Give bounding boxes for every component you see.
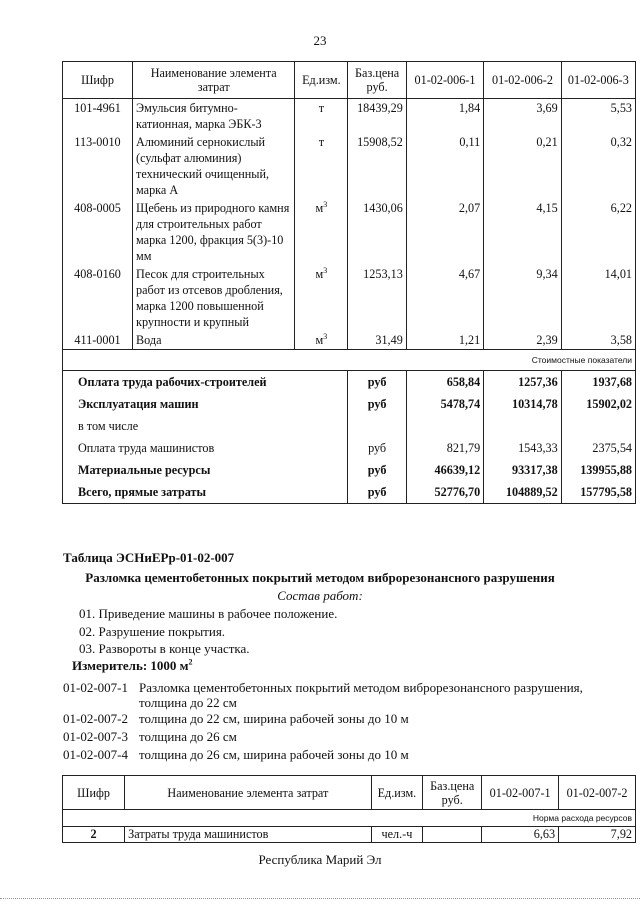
row-price <box>348 199 406 265</box>
col-v2-header: 01-02-006-2 <box>484 62 561 99</box>
unit-sup: 3 <box>323 265 328 275</box>
row-unit <box>295 331 348 350</box>
totals-v1: 821,79 <box>406 437 483 459</box>
table-row <box>63 199 636 265</box>
totals-unit: руб <box>348 371 406 394</box>
totals-label: Эксплуатация машин <box>63 393 348 415</box>
row-unit-text: т <box>318 135 325 149</box>
meter-sup: 2 <box>188 657 193 667</box>
totals-row <box>63 437 636 459</box>
unit-sup: 3 <box>323 199 328 209</box>
row-v3 <box>561 265 635 331</box>
row-price <box>348 331 406 350</box>
totals-v2: 104889,52 <box>484 481 561 504</box>
row-price-text: 18439,29 <box>357 101 403 115</box>
row-code-text: 101-4961 <box>74 101 121 115</box>
row-v1 <box>406 99 483 134</box>
col-price-header: Баз.цена руб. <box>348 62 406 99</box>
variant-code: 01-02-007-1 <box>63 680 128 695</box>
variant-item <box>63 711 409 726</box>
row-v1 <box>406 331 483 350</box>
variant-item <box>63 680 583 710</box>
col-v1-header: 01-02-007-1 <box>482 776 559 810</box>
row-v1 <box>406 265 483 331</box>
row-name: Затраты труда машинистов <box>125 827 371 843</box>
bottom-divider <box>0 898 640 901</box>
cost-label-row <box>63 350 636 371</box>
col-v1-header: 01-02-006-1 <box>406 62 483 99</box>
totals-v3 <box>561 415 635 437</box>
row-unit <box>295 265 348 331</box>
table-row <box>63 331 636 350</box>
unit-sup: 3 <box>323 331 328 341</box>
table-header-row <box>63 776 636 810</box>
col-v3-header: 01-02-006-3 <box>561 62 635 99</box>
row-v1 <box>406 133 483 199</box>
row-v3 <box>561 133 635 199</box>
footer: Республика Марий Эл <box>258 852 382 867</box>
totals-label: Оплата труда машинистов <box>63 437 348 459</box>
row-unit-text: м <box>315 333 324 347</box>
totals-v2: 1543,33 <box>484 437 561 459</box>
totals-label: Оплата труда рабочих-строителей <box>63 371 348 394</box>
variant-text: толщина до 22 см, ширина рабочей зоны до 10 м <box>139 711 409 726</box>
col-code-header: Шифр <box>63 62 133 99</box>
row-price-text: 31,49 <box>375 333 403 347</box>
row-v1-text: 0,11 <box>459 135 481 149</box>
table-row <box>63 133 636 199</box>
row-name <box>133 99 295 134</box>
totals-rows <box>63 371 636 504</box>
col-price-header: Баз.цена руб. <box>423 776 482 810</box>
totals-label: Всего, прямые затраты <box>63 481 348 504</box>
row-v2-text: 9,34 <box>536 267 558 281</box>
row-code <box>63 99 133 134</box>
variant-code: 01-02-007-4 <box>63 747 128 762</box>
meter-text: Измеритель: 1000 м <box>72 658 189 673</box>
row-v3-text: 5,53 <box>610 101 632 115</box>
row-v2-text: 4,15 <box>536 201 558 215</box>
totals-v3: 157795,58 <box>561 481 635 504</box>
works-title: Состав работ: <box>277 588 363 603</box>
row-v3-text: 6,22 <box>610 201 632 215</box>
totals-v1: 5478,74 <box>406 393 483 415</box>
row-code <box>63 331 133 350</box>
totals-unit: руб <box>348 459 406 481</box>
row-v1-text: 1,21 <box>458 333 481 347</box>
row-price <box>423 827 482 843</box>
work-item: 01. Приведение машины в рабочее положение. <box>79 606 338 621</box>
table-header-row <box>63 62 636 99</box>
totals-v3: 2375,54 <box>561 437 635 459</box>
totals-row <box>63 459 636 481</box>
work-item: 03. Развороты в конце участка. <box>79 641 250 656</box>
col-v2-header: 01-02-007-2 <box>559 776 636 810</box>
variant-text: толщина до 26 см <box>139 729 237 744</box>
totals-unit: руб <box>348 481 406 504</box>
row-name <box>133 199 295 265</box>
row-code-text: 408-0005 <box>74 201 121 215</box>
totals-v3: 15902,02 <box>561 393 635 415</box>
col-name-header: Наименование элемента затрат <box>133 62 295 99</box>
table-title: Таблица ЭСНиЕРр-01-02-007 <box>63 550 235 565</box>
row-price-text: 15908,52 <box>357 135 403 149</box>
row-name <box>133 133 295 199</box>
totals-row <box>63 371 636 394</box>
totals-unit <box>348 415 406 437</box>
row-code-text: 408-0160 <box>74 267 121 281</box>
norm-label: Норма расхода ресурсов <box>63 810 636 827</box>
row-unit <box>295 199 348 265</box>
row-v2-text: 2,39 <box>536 333 558 347</box>
cost-label: Стоимостные показатели <box>63 350 636 371</box>
resources-table-2 <box>62 775 636 843</box>
section-heading: Разломка цементобетонных покрытий методом виброрезонансного разрушения <box>85 570 555 585</box>
row-name-text: Вода <box>136 333 162 347</box>
row-name <box>133 265 295 331</box>
row-name-text: Песок для строительных работ из отсевов дробления, марка 1200 повышенной крупности и крупный <box>136 267 283 329</box>
row-price-text: 1430,06 <box>363 201 403 215</box>
totals-label: Материальные ресурсы <box>63 459 348 481</box>
meter-label <box>72 658 193 674</box>
totals-v1: 46639,12 <box>406 459 483 481</box>
row-v1-text: 1,84 <box>458 101 481 115</box>
col-code-header: Шифр <box>63 776 125 810</box>
row-v2: 7,92 <box>559 827 636 843</box>
resources-table-1 <box>62 61 636 504</box>
row-price-text: 1253,13 <box>363 267 403 281</box>
row-price <box>348 99 406 134</box>
row-v3 <box>561 99 635 134</box>
row-v2 <box>484 199 561 265</box>
work-item: 02. Разрушение покрытия. <box>79 624 226 639</box>
row-name <box>133 331 295 350</box>
totals-v3: 1937,68 <box>561 371 635 394</box>
norm-label-row <box>63 810 636 827</box>
row-v3-text: 3,58 <box>610 333 632 347</box>
row-v2 <box>484 133 561 199</box>
row-v2-text: 0,21 <box>536 135 558 149</box>
row-code-text: 113-0010 <box>74 135 121 149</box>
row-unit-text: т <box>318 101 325 115</box>
row-name-text: Щебень из природного камня для строительных работ марка 1200, фракция 5(3)-10 мм <box>136 201 290 263</box>
row-v1-text: 2,07 <box>458 201 481 215</box>
row-v1: 6,63 <box>482 827 559 843</box>
row-v1-text: 4,67 <box>458 267 481 281</box>
row-code: 2 <box>63 827 125 843</box>
row-v3-text: 0,32 <box>610 135 632 149</box>
totals-v2: 1257,36 <box>484 371 561 394</box>
row-v2 <box>484 99 561 134</box>
variant-text: толщина до 26 см, ширина рабочей зоны до 10 м <box>139 747 409 762</box>
page-number: 23 <box>313 33 327 48</box>
row-unit-text: м <box>315 267 324 281</box>
row-unit-text: м <box>315 201 324 215</box>
row-price <box>348 265 406 331</box>
totals-label: в том числе <box>63 415 348 437</box>
col-unit-header: Ед.изм. <box>371 776 423 810</box>
row-code <box>63 199 133 265</box>
row-code <box>63 265 133 331</box>
col-unit-header: Ед.изм. <box>295 62 348 99</box>
row-v2 <box>484 265 561 331</box>
variant-code: 01-02-007-3 <box>63 729 128 744</box>
totals-v2: 93317,38 <box>484 459 561 481</box>
variant-item <box>63 729 237 744</box>
row-v2 <box>484 331 561 350</box>
row-v2-text: 3,69 <box>536 101 558 115</box>
totals-v2: 10314,78 <box>484 393 561 415</box>
variant-code: 01-02-007-2 <box>63 711 128 726</box>
row-v1 <box>406 199 483 265</box>
totals-unit: руб <box>348 437 406 459</box>
row-code <box>63 133 133 199</box>
row-code-text: 411-0001 <box>74 333 121 347</box>
totals-v1 <box>406 415 483 437</box>
totals-v3: 139955,88 <box>561 459 635 481</box>
row-unit <box>295 133 348 199</box>
row-v3 <box>561 199 635 265</box>
totals-row <box>63 481 636 504</box>
row-unit: чел.-ч <box>371 827 423 843</box>
totals-row <box>63 415 636 437</box>
totals-v1: 658,84 <box>406 371 483 394</box>
row-name-text: Эмульсия битумно-катионная, марка ЭБК-3 <box>136 101 262 131</box>
row-v3 <box>561 331 635 350</box>
resource-rows <box>63 99 636 350</box>
totals-unit: руб <box>348 393 406 415</box>
totals-v1: 52776,70 <box>406 481 483 504</box>
row-unit <box>295 99 348 134</box>
table-row <box>63 827 636 843</box>
row-price <box>348 133 406 199</box>
totals-row <box>63 393 636 415</box>
row-v3-text: 14,01 <box>604 267 632 281</box>
variant-item <box>63 747 409 762</box>
table-row <box>63 265 636 331</box>
row-name-text: Алюминий сернокислый (сульфат алюминия) технический очищенный, марка А <box>136 135 270 197</box>
variant-text: Разломка цементобетонных покрытий методом виброрезонансного разрушения, толщина до 22 см <box>139 680 583 710</box>
table-row <box>63 99 636 134</box>
col-name-header: Наименование элемента затрат <box>125 776 371 810</box>
totals-v2 <box>484 415 561 437</box>
